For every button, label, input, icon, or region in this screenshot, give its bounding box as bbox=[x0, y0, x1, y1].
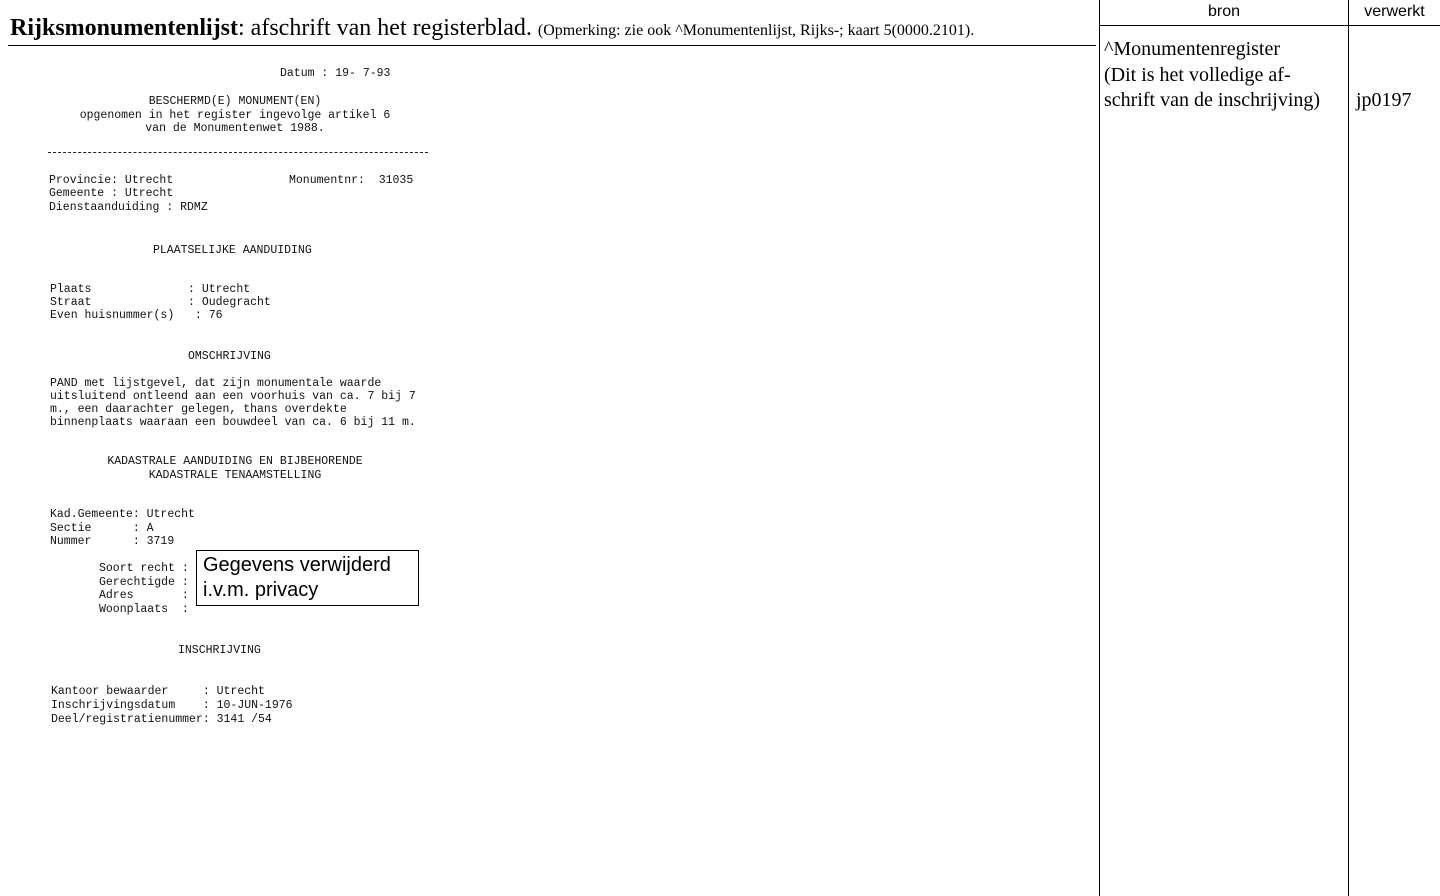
title-underline bbox=[8, 45, 1096, 46]
title-rest: : afschrift van het registerblad. bbox=[238, 15, 532, 41]
soort-recht-line: Soort recht : bbox=[99, 562, 189, 575]
title-bold: Rijksmonumentenlijst bbox=[10, 15, 239, 41]
section-heading-plaatselijke: PLAATSELIJKE AANDUIDING bbox=[153, 244, 312, 257]
section-heading-omschrijving: OMSCHRIJVING bbox=[188, 350, 271, 363]
monumentnr-line: Monumentnr: 31035 bbox=[289, 174, 414, 187]
straat-line: Straat : Oudegracht bbox=[50, 296, 271, 309]
adres-line: Adres : bbox=[99, 589, 189, 602]
provincie-line: Provincie: Utrecht bbox=[49, 174, 174, 187]
deel-registratienummer-line: Deel/registratienummer: 3141 /54 bbox=[51, 713, 272, 726]
column-header-verwerkt: verwerkt bbox=[1364, 3, 1425, 20]
gerechtigde-line: Gerechtigde : bbox=[99, 576, 189, 589]
bron-line: (Dit is het volledige af- bbox=[1104, 63, 1291, 86]
bron-line: schrift van de inschrijving) bbox=[1104, 89, 1321, 111]
document-date: Datum : 19- 7-93 bbox=[280, 67, 391, 80]
section-heading-inschrijving: INSCHRIJVING bbox=[178, 644, 261, 657]
intro-line: opgenomen in het register ingevolge artikel 6 bbox=[79, 108, 391, 122]
dienstaanduiding-line: Dienstaanduiding : RDMZ bbox=[49, 201, 208, 214]
privacy-notice-line: i.v.m. privacy bbox=[203, 579, 319, 601]
column-header-rule bbox=[1099, 25, 1440, 26]
page-title bbox=[10, 12, 974, 47]
omschrijving-line: uitsluitend ontleend aan een voorhuis van ca. 7 bij 7 bbox=[50, 390, 416, 403]
huisnummer-line: Even huisnummer(s) : 76 bbox=[50, 309, 223, 322]
document-separator bbox=[48, 152, 428, 153]
omschrijving-line: m., een daarachter gelegen, thans overdekte bbox=[50, 403, 347, 416]
section-heading-kadastraal bbox=[40, 455, 430, 482]
omschrijving-line: binnenplaats waaraan een bouwdeel van ca. 6 bij 11 m. bbox=[50, 416, 416, 429]
kantoor-line: Kantoor bewaarder : Utrecht bbox=[51, 685, 265, 698]
plaats-line: Plaats : Utrecht bbox=[50, 283, 251, 296]
verwerkt-entry: jp0197 bbox=[1356, 89, 1412, 111]
nummer-line: Nummer : 3719 bbox=[50, 535, 175, 548]
kad-gemeente-line: Kad.Gemeente: Utrecht bbox=[50, 508, 195, 521]
woonplaats-line: Woonplaats : bbox=[99, 603, 189, 616]
title-note: (Opmerking: zie ook ^Monumentenlijst, Rijks-; kaart 5(0000.2101). bbox=[537, 22, 975, 39]
privacy-notice-box bbox=[196, 550, 419, 606]
intro-line: van de Monumentenwet 1988. bbox=[145, 122, 325, 135]
column-header-bron: bron bbox=[1207, 3, 1241, 20]
column-divider-verwerkt bbox=[1348, 0, 1349, 896]
column-divider-bron bbox=[1099, 0, 1100, 896]
privacy-notice-line: Gegevens verwijderd bbox=[203, 554, 391, 576]
inschrijvingsdatum-line: Inschrijvingsdatum : 10-JUN-1976 bbox=[51, 699, 293, 712]
omschrijving-line: PAND met lijstgevel, dat zijn monumentale waarde bbox=[50, 377, 382, 390]
bron-entry bbox=[1104, 37, 1348, 114]
kadastraal-heading-line: KADASTRALE TENAAMSTELLING bbox=[148, 468, 322, 482]
intro-line: BESCHERMD(E) MONUMENT(EN) bbox=[148, 95, 322, 108]
sectie-line: Sectie : A bbox=[50, 522, 154, 535]
gemeente-line: Gemeente : Utrecht bbox=[49, 187, 174, 200]
kadastraal-heading-line: KADASTRALE AANDUIDING EN BIJBEHORENDE bbox=[107, 455, 363, 468]
document-intro bbox=[40, 95, 430, 136]
bron-line: ^Monumentenregister bbox=[1104, 38, 1281, 60]
